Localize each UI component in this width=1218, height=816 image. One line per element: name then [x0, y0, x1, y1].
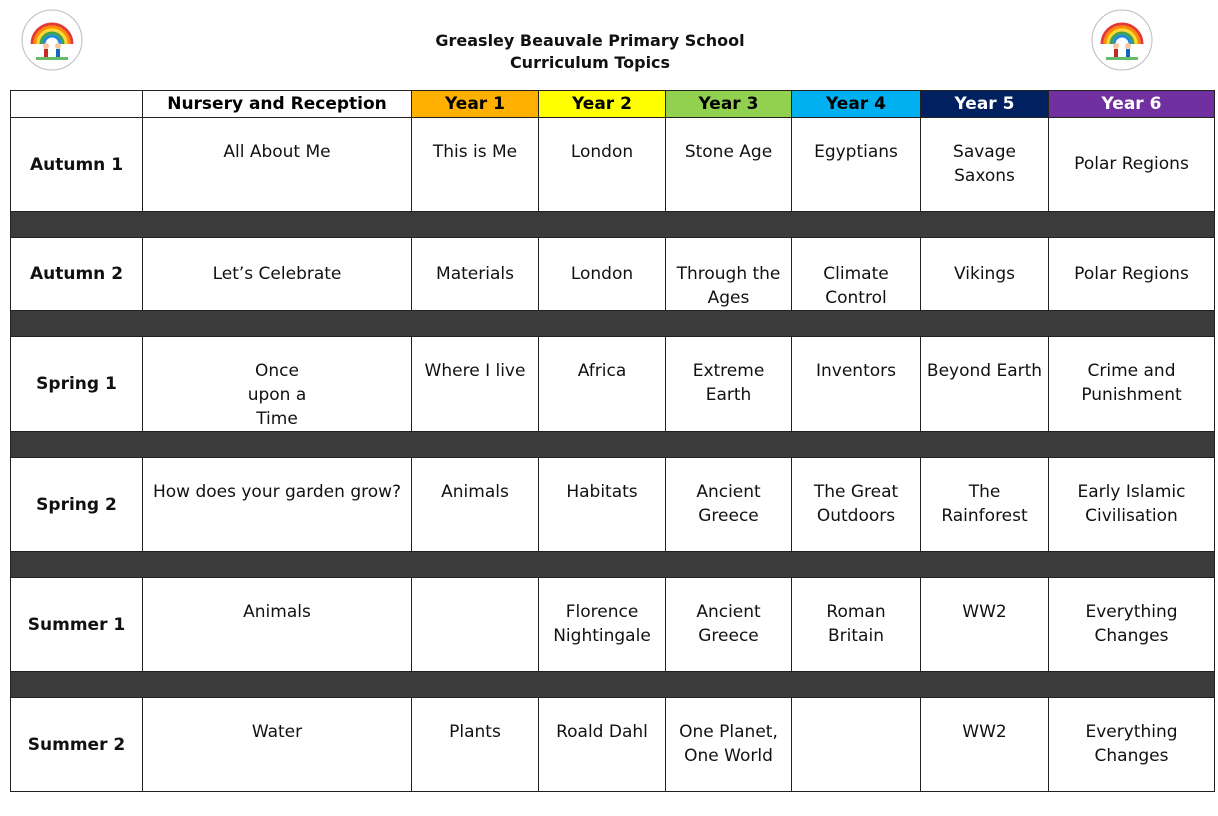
topic-cell: All About Me [143, 118, 412, 212]
topic-cell [412, 578, 539, 672]
topic-cell: Stone Age [666, 118, 792, 212]
header-year-1: Year 1 [412, 91, 539, 118]
term-row-spring-2 [11, 458, 1215, 552]
separator-bar [11, 311, 1215, 337]
topic-cell: Climate Control [792, 238, 921, 311]
separator-row [11, 432, 1215, 458]
topic-cell: The Rainforest [921, 458, 1049, 552]
topic-cell: Roald Dahl [539, 698, 666, 792]
topic-cell: Everything Changes [1049, 698, 1215, 792]
term-label: Autumn 2 [11, 238, 143, 311]
header-year-5: Year 5 [921, 91, 1049, 118]
topic-cell: Water [143, 698, 412, 792]
topic-cell: Florence Nightingale [539, 578, 666, 672]
topic-cell: Polar Regions [1049, 238, 1215, 311]
separator-bar [11, 432, 1215, 458]
term-label: Autumn 1 [11, 118, 143, 212]
term-row-autumn-1 [11, 118, 1215, 212]
page-title [0, 30, 1180, 74]
topic-cell: WW2 [921, 698, 1049, 792]
topic-cell: Egyptians [792, 118, 921, 212]
topic-cell: Extreme Earth [666, 337, 792, 432]
topic-cell: Africa [539, 337, 666, 432]
topic-cell: Beyond Earth [921, 337, 1049, 432]
topic-cell: Let’s Celebrate [143, 238, 412, 311]
term-label: Summer 1 [11, 578, 143, 672]
header-year-6: Year 6 [1049, 91, 1215, 118]
header-year-2: Year 2 [539, 91, 666, 118]
topic-cell: Vikings [921, 238, 1049, 311]
topic-cell: Everything Changes [1049, 578, 1215, 672]
term-label: Spring 1 [11, 337, 143, 432]
topic-cell: Once upon a Time [143, 337, 412, 432]
topic-cell: Crime and Punishment [1049, 337, 1215, 432]
header-nursery-reception: Nursery and Reception [143, 91, 412, 118]
school-name: Greasley Beauvale Primary School [435, 31, 745, 50]
separator-row [11, 672, 1215, 698]
topic-cell: London [539, 238, 666, 311]
topic-cell: This is Me [412, 118, 539, 212]
topic-cell: Ancient Greece [666, 578, 792, 672]
term-label: Spring 2 [11, 458, 143, 552]
topic-cell: How does your garden grow? [143, 458, 412, 552]
topic-cell: Where I live [412, 337, 539, 432]
separator-row [11, 552, 1215, 578]
topic-cell: Materials [412, 238, 539, 311]
topic-cell: Inventors [792, 337, 921, 432]
topic-cell: Early Islamic Civilisation [1049, 458, 1215, 552]
header-year-4: Year 4 [792, 91, 921, 118]
separator-bar [11, 552, 1215, 578]
topic-cell: Animals [143, 578, 412, 672]
header-cell-blank [11, 91, 143, 118]
topic-cell: Polar Regions [1049, 118, 1215, 212]
term-row-spring-1 [11, 337, 1215, 432]
topic-cell: Plants [412, 698, 539, 792]
header-row [11, 91, 1215, 118]
topic-cell: WW2 [921, 578, 1049, 672]
separator-bar [11, 672, 1215, 698]
topic-cell: Habitats [539, 458, 666, 552]
term-label: Summer 2 [11, 698, 143, 792]
document-subtitle: Curriculum Topics [509, 53, 671, 72]
topic-cell: Ancient Greece [666, 458, 792, 552]
separator-bar [11, 212, 1215, 238]
term-row-summer-1 [11, 578, 1215, 672]
topic-cell: Animals [412, 458, 539, 552]
topic-cell [792, 698, 921, 792]
topic-cell: Savage Saxons [921, 118, 1049, 212]
term-row-summer-2 [11, 698, 1215, 792]
separator-row [11, 311, 1215, 337]
separator-row [11, 212, 1215, 238]
topic-cell: London [539, 118, 666, 212]
topic-cell: One Planet, One World [666, 698, 792, 792]
topic-cell: Roman Britain [792, 578, 921, 672]
curriculum-table [10, 90, 1215, 792]
topic-cell: Through the Ages [666, 238, 792, 311]
term-row-autumn-2 [11, 238, 1215, 311]
topic-cell: The Great Outdoors [792, 458, 921, 552]
header-year-3: Year 3 [666, 91, 792, 118]
